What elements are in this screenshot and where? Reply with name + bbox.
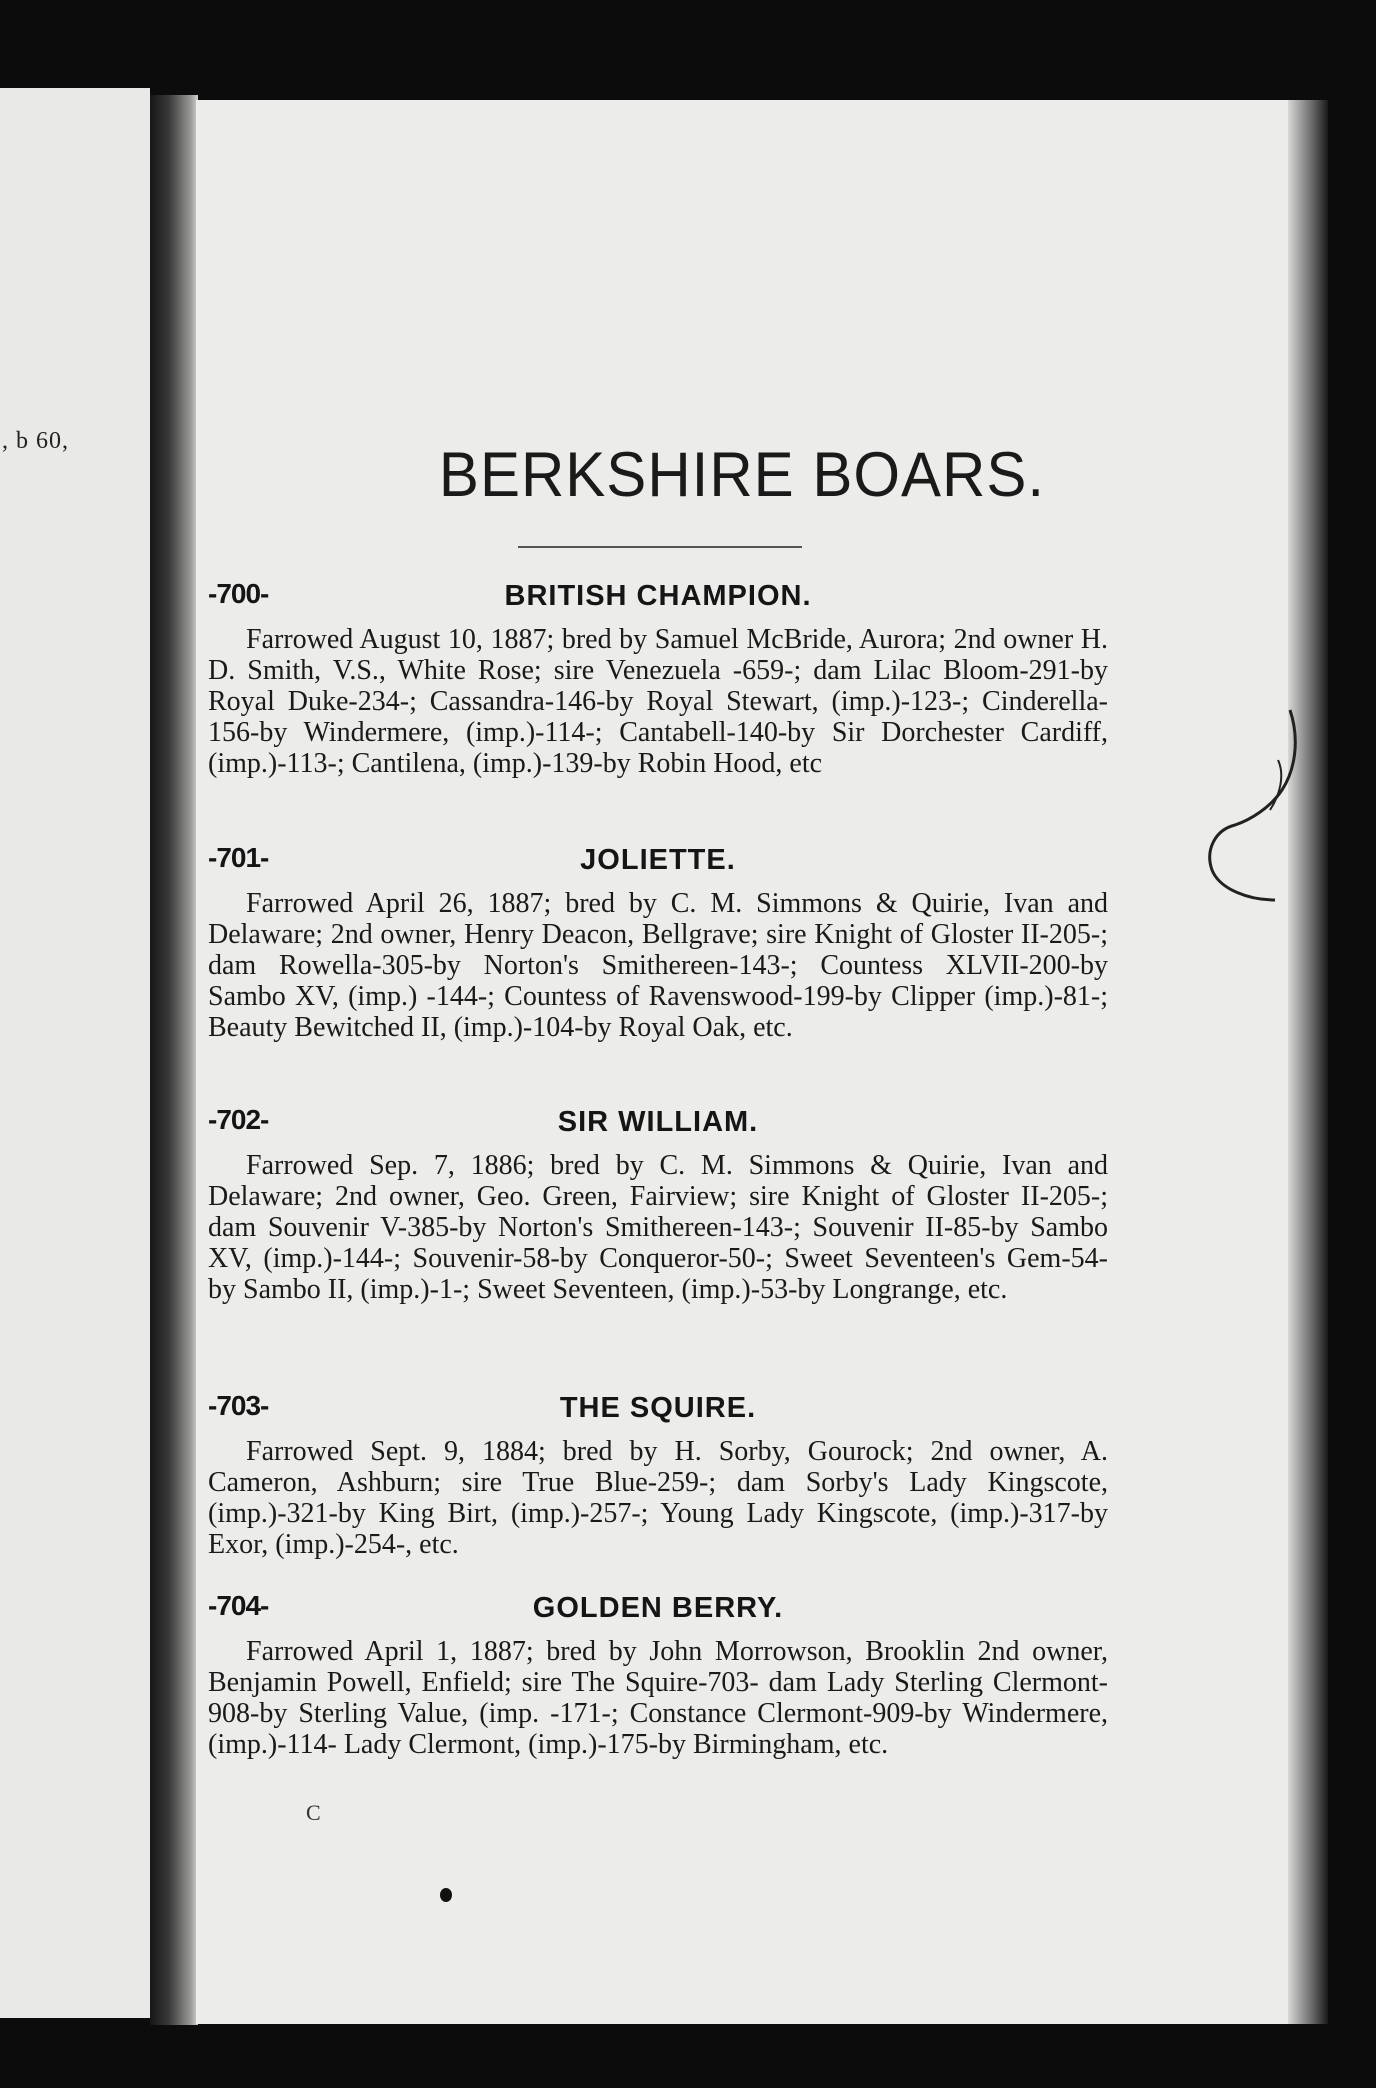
- entry-name: JOLIETTE.: [580, 844, 736, 876]
- entry-text: Farrowed Sept. 9, 1884; bred by H. Sorby, Gourock; 2nd owner, A. Cameron, Ashburn; sire True Blue-259-; dam Sorby's Lady Kingscote, (imp.)-321-by King Birt, (imp.)-257-; Young Lady Kingscote, (imp.)-317-by Exor, (imp.)-254-, etc.: [208, 1436, 1108, 1560]
- signature-mark: C: [306, 1800, 321, 1825]
- handwritten-scribble-mark: [1190, 700, 1300, 910]
- left-page: [0, 88, 150, 2018]
- entry-number: -704-: [208, 1590, 269, 1621]
- entry-name: BRITISH CHAMPION.: [504, 580, 812, 612]
- entry-number: -701-: [208, 842, 269, 873]
- entry-number: -703-: [208, 1390, 269, 1421]
- entry-700: [208, 578, 1108, 779]
- entry-text: Farrowed April 26, 1887; bred by C. M. Simmons & Quirie, Ivan and Delaware; 2nd owner, Henry Deacon, Bellgrave; sire Knight of Gloster II-205-; dam Rowella-305-by Norton's Smithereen-143-; Countess XLVII-200-by Sambo XV, (imp.) -144-; Countess of Ravenswood-199-by Clipper (imp.)-81-; Beauty Bewitched II, (imp.)-104-by Royal Oak, etc.: [208, 888, 1108, 1043]
- entry-number: -700-: [208, 578, 269, 609]
- entry-header: [208, 1104, 1108, 1150]
- ink-dot: [440, 1888, 452, 1902]
- entry-704: [208, 1590, 1108, 1760]
- entry-702: [208, 1104, 1108, 1305]
- entry-text: Farrowed August 10, 1887; bred by Samuel McBride, Aurora; 2nd owner H. D. Smith, V.S., White Rose; sire Venezuela -659-; dam Lilac Bloom-291-by Royal Duke-234-; Cassandra-146-by Royal Stewart, (imp.)-123-; Cinderella-156-by Windermere, (imp.)-114-; Cantabell-140-by Sir Dorchester Cardiff, (imp.)-113-; Cantilena, (imp.)-139-by Robin Hood, etc: [208, 624, 1108, 779]
- entry-header: [208, 1590, 1108, 1636]
- entry-text: Farrowed April 1, 1887; bred by John Morrowson, Brooklin 2nd owner, Benjamin Powell, Enfield; sire The Squire-703- dam Lady Sterling Clermont-908-by Sterling Value, (imp. -171-; Constance Clermont-909-by Windermere, (imp.)-114- Lady Clermont, (imp.)-175-by Birmingham, etc.: [208, 1636, 1108, 1760]
- entry-703: [208, 1390, 1108, 1560]
- book-gutter: [150, 95, 198, 2025]
- entry-header: [208, 1390, 1108, 1436]
- entry-name: THE SQUIRE.: [559, 1392, 757, 1424]
- entry-701: [208, 842, 1108, 1043]
- title-rule: [518, 546, 802, 548]
- left-page-fragment: , b 60,: [2, 428, 69, 454]
- page-title: BERKSHIRE BOARS.: [438, 439, 1046, 510]
- entry-text: Farrowed Sep. 7, 1886; bred by C. M. Simmons & Quirie, Ivan and Delaware; 2nd owner, Geo. Green, Fairview; sire Knight of Gloster II-205-; dam Souvenir V-385-by Norton's Smithereen-143-; Souvenir II-85-by Sambo XV, (imp.)-144-; Souvenir-58-by Conqueror-50-; Sweet Seventeen's Gem-54-by Sambo II, (imp.)-1-; Sweet Seventeen, (imp.)-53-by Longrange, etc.: [208, 1150, 1108, 1305]
- entry-header: [208, 578, 1108, 624]
- entry-name: GOLDEN BERRY.: [532, 1592, 784, 1624]
- entry-name: SIR WILLIAM.: [557, 1106, 759, 1138]
- entry-number: -702-: [208, 1104, 269, 1135]
- entry-header: [208, 842, 1108, 888]
- page-edge: [1288, 100, 1328, 2024]
